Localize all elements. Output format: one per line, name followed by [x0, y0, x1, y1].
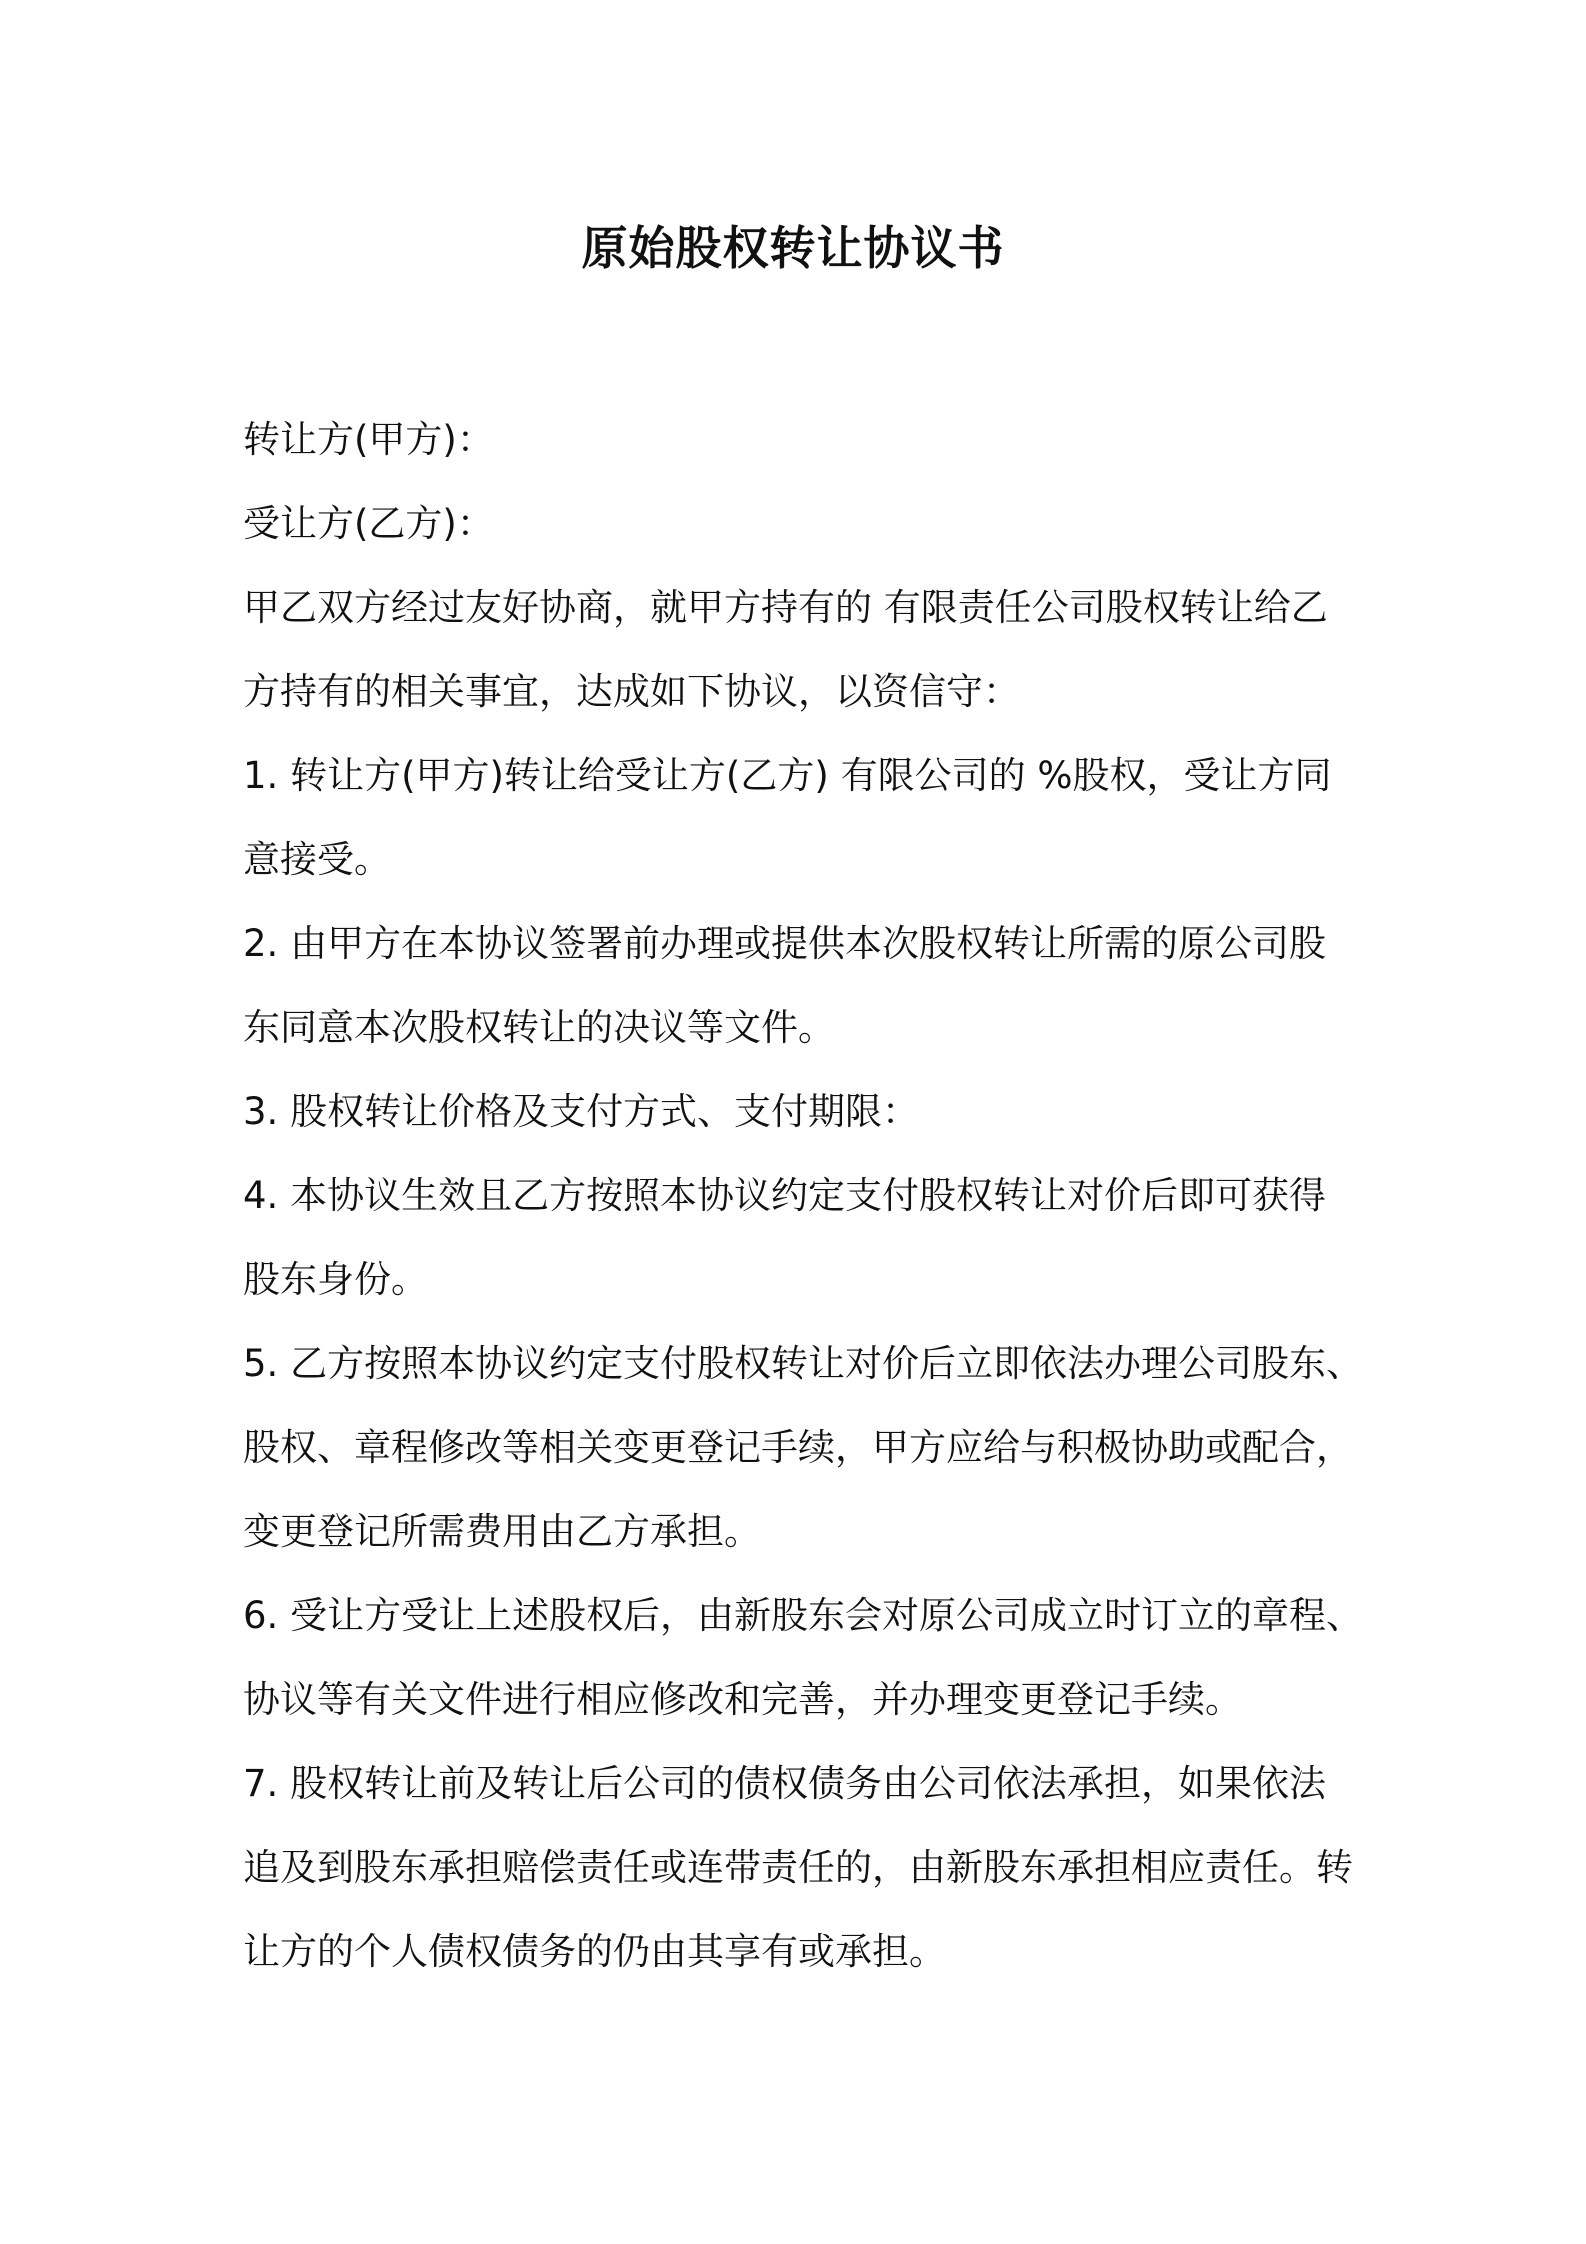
text-line: 东同意本次股权转让的决议等文件。	[243, 1006, 835, 1049]
text-line: 2. 由甲方在本协议签署前办理或提供本次股权转让所需的原公司股	[243, 922, 1327, 965]
text-line: 受让方(乙方)：	[243, 502, 494, 545]
text-line: 3. 股权转让价格及支付方式、支付期限：	[243, 1090, 920, 1133]
text-line: 5. 乙方按照本协议约定支付股权转让对价后立即依法办理公司股东、	[243, 1342, 1364, 1385]
text-line: 追及到股东承担赔偿责任或连带责任的，由新股东承担相应责任。转	[243, 1846, 1353, 1889]
text-line: 转让方(甲方)：	[243, 418, 494, 461]
document-title: 原始股权转让协议书	[581, 221, 1005, 275]
text-line: 1. 转让方(甲方)转让给受让方(乙方) 有限公司的 %股权，受让方同	[243, 754, 1332, 797]
text-line: 变更登记所需费用由乙方承担。	[243, 1510, 761, 1553]
text-line: 4. 本协议生效且乙方按照本协议约定支付股权转让对价后即可获得	[243, 1174, 1327, 1217]
text-line: 协议等有关文件进行相应修改和完善，并办理变更登记手续。	[243, 1678, 1242, 1721]
text-line: 方持有的相关事宜，达成如下协议，以资信守：	[243, 670, 1020, 713]
text-line: 股权、章程修改等相关变更登记手续，甲方应给与积极协助或配合，	[243, 1426, 1353, 1469]
text-line: 让方的个人债权债务的仍由其享有或承担。	[243, 1930, 946, 1973]
text-line: 意接受。	[243, 838, 391, 881]
text-line: 甲乙双方经过友好协商，就甲方持有的 有限责任公司股权转让给乙	[243, 586, 1328, 629]
text-line: 股东身份。	[243, 1258, 428, 1301]
text-line: 6. 受让方受让上述股权后，由新股东会对原公司成立时订立的章程、	[243, 1594, 1364, 1637]
text-line: 7. 股权转让前及转让后公司的债权债务由公司依法承担，如果依法	[243, 1762, 1327, 1805]
document-body	[243, 398, 1393, 1994]
